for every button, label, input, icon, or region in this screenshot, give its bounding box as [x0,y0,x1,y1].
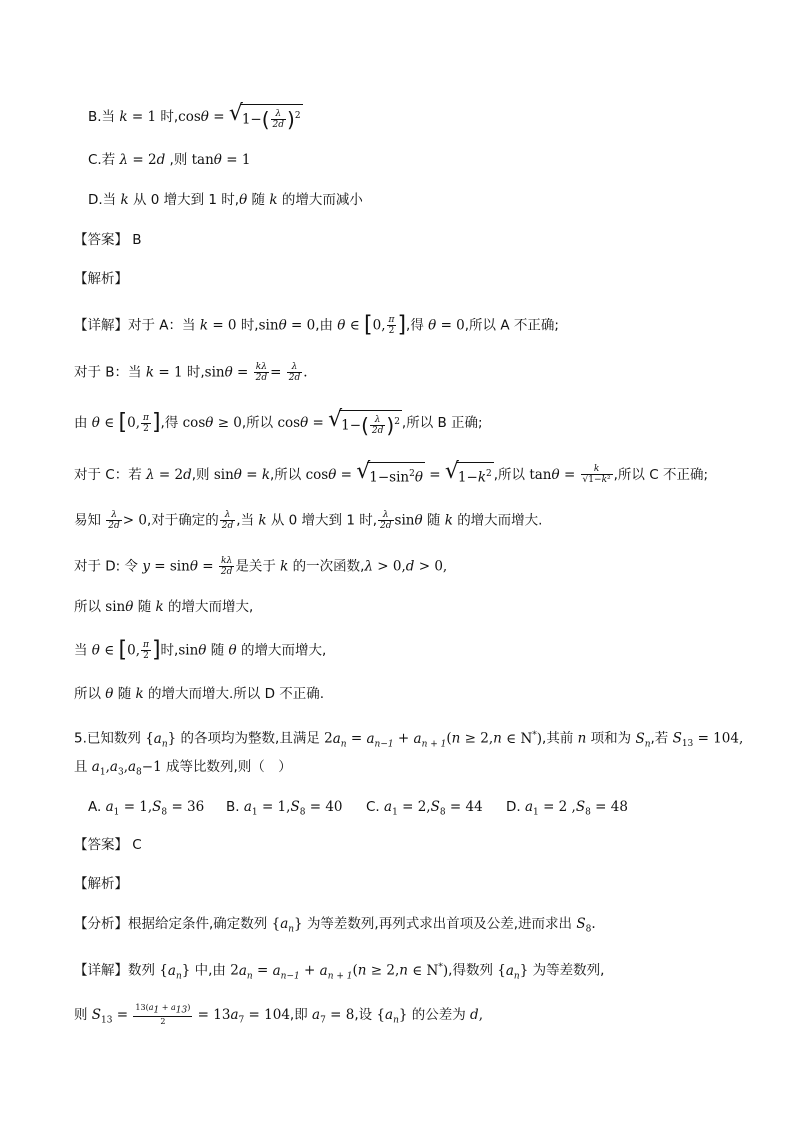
option-b: B.当 k = 1 时,cosθ = √ 1−( $\frac{\lambda}{2d}$ )$^2$ [88,101,301,132]
q5-option-d: D. $a_1 = 2$ $,S_8 = 48$ [506,799,628,818]
answer-value: C [132,837,142,853]
sqrt-expression: √ 1−( $\frac{\lambda}{2d}$ )$^2$ [228,101,301,132]
q4-detail-line1: 【详解】对于 A：当 k = 0 时,sinθ = 0,由 θ ∈ [0, $\frac{\pi}{2}$ ],得 θ = 0,所以 A 不正确; [74,312,559,338]
q4-detail-line2: 对于 B：当 k = 1 时,sinθ = $\frac{k\lambda}{2d}$ = $\frac{\lambda}{2d}$ . [74,362,308,383]
q5-answer: 【答案】 C [74,837,142,853]
q4-detail-line4: 对于 C：若 λ = 2d,则 sinθ = k,所以 cosθ = √ $1-\sin^2\theta$ = √ $1-k^2$ ,所以 tanθ = $\frac{k}{\text{√1−k²}}$ ,所以 C 不正确; [74,459,708,486]
q4-detail-line8: 当 θ ∈ [0, $\frac{\pi}{2}$ ]时,sinθ 随 θ 的增大而增大, [74,637,327,663]
q5-stem-line2: 且 $a_1,a_3,a_8-1$ 成等比数列,则（ ） [74,759,292,778]
q5-fenxi: 【分析】根据给定条件,确定数列 $\{a_n\}$ 为等差数列,再列式求出首项及公差,进而求出 $S_8$. [74,916,596,935]
q5-detail-line1: 【详解】数列 $\{a_n\}$ 中,由 $2a_n = a_{n-1} + a_{n + 1}(n \ge 2,n$ ∈ N*),得数列 $\{a_n\}$ 为等差数列, [74,962,605,982]
q5-stem-line1: 5.已知数列 $\{a_n\}$ 的各项均为整数,且满足 $2a_n = a_{n-1} + a_{n + 1}(n \ge 2,n$ ∈ N*),其前 n 项和为 $S_n$,若 $S_{13} = 104$, [74,730,744,750]
q5-option-b: B. $a_1 = 1,S_8 = 40$ [226,799,343,818]
q4-answer: 【答案】 B [74,232,142,248]
q5-analysis-label: 【解析】 [74,876,128,892]
q5-option-a: A. $a_1 = 1,S_8 = 36$ [88,799,205,818]
answer-value: B [132,232,142,248]
option-d: D.当 k 从 0 增大到 1 时,θ 随 k 的增大而减小 [88,192,363,208]
q4-detail-line3: 由 θ ∈ [0, $\frac{\pi}{2}$ ],得 cosθ ≥ 0,所以 cosθ = √ 1−( $\frac{\lambda}{2d}$ )$^2$ ,所以 B 正确; [74,407,483,438]
q4-detail-line7: 所以 sinθ 随 k 的增大而增大, [74,599,254,615]
q4-detail-line6: 对于 D: 令 y = sinθ = $\frac{k\lambda}{2d}$ 是关于 k 的一次函数,λ > 0,d > 0, [74,556,448,577]
option-c: C.若 λ = 2d ,则 tanθ = 1 [88,152,251,168]
sqrt-expression: √ 1−( $\frac{\lambda}{2d}$ )$^2$ [328,407,400,438]
q4-analysis-label: 【解析】 [74,271,128,287]
q4-detail-line5: 易知 $\frac{\lambda}{2d}$ > 0,对于确定的 $\frac{\lambda}{2d}$ ,当 k 从 0 增大到 1 时, $\frac{\lambda}{2d}$ sinθ 随 k 的增大而增大. [74,510,543,531]
q5-detail-line2: 则 $S_{13}$ = $\frac{13(a_1 + a_{13})}{2}$ = $13a_7 = 104$,即 $a_7 = 8$,设 $\{a_n\}$ 的公差为 d, [74,1003,483,1026]
q5-option-c: C. $a_1 = 2,S_8 = 44$ [366,799,483,818]
option-b-prefix: B.当 [88,109,116,125]
q4-detail-line9: 所以 θ 随 k 的增大而增大.所以 D 不正确. [74,686,325,702]
